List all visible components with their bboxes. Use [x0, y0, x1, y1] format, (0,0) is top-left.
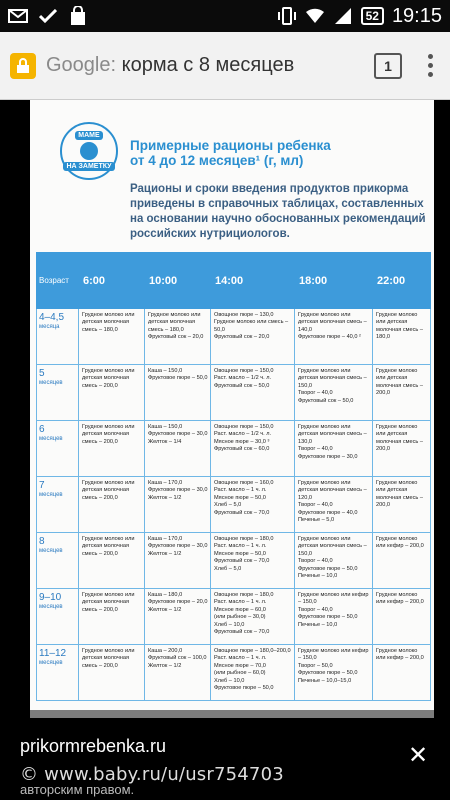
meal-text: Овощное пюре – 150,0 Раст. масло – 1/2 ч. л. Фруктовый сок – 50,0 — [214, 368, 274, 389]
clock: 19:15 — [391, 4, 442, 27]
meal-text: Грудное молоко или детская молочная смесь – 200,0 — [82, 536, 135, 557]
meal-text: Грудное молоко или детская молочная смесь – 200,0 — [376, 368, 423, 397]
meal-text: Грудное молоко или детская молочная смесь – 150,0 Творог – 40,0 Фруктовый сок – 50,0 — [298, 368, 367, 404]
age-unit: месяца — [39, 324, 60, 330]
check-icon — [38, 6, 58, 26]
meal-text: Овощное пюре – 130,0 Грудное молоко или смесь – 50,0 Фруктовый сок – 20,0 — [214, 312, 289, 341]
page-content[interactable] — [0, 100, 450, 800]
meal-cell — [145, 533, 211, 589]
meal-cell — [373, 309, 431, 365]
meal-cell — [295, 477, 373, 533]
meal-text: Грудное молоко или детская молочная смесь – 120,0 Творог – 40,0 Фруктовое пюре – 40,0 Печенье – 5,0 — [298, 480, 367, 524]
meal-text: Грудное молоко или кефир – 200,0 — [376, 536, 424, 550]
logo-text-top: МАМЕ — [75, 131, 102, 140]
meal-cell — [373, 477, 431, 533]
meal-text: Грудное молоко или детская молочная смесь – 140,0 Фруктовое пюре – 40,0 ² — [298, 312, 367, 341]
age-cell — [37, 645, 79, 701]
signal-icon — [333, 6, 353, 26]
overlay-source-url[interactable]: © www.baby.ru/u/usr754703 — [20, 764, 284, 785]
battery-level: 52 — [361, 7, 384, 25]
meal-cell — [79, 421, 145, 477]
age-cell — [37, 421, 79, 477]
age-value: 6 — [39, 424, 45, 435]
meal-cell — [211, 589, 295, 645]
age-value: 7 — [39, 480, 45, 491]
omnibox-host: Google: — [46, 54, 117, 76]
meal-text: Грудное молоко или кефир – 150,0 Творог – 40,0 Фруктовое пюре – 50,0 Печенье – 10,0 — [298, 592, 369, 628]
ration-sheet-image[interactable] — [30, 100, 434, 718]
meal-cell — [211, 645, 295, 701]
meal-cell — [145, 645, 211, 701]
close-icon[interactable]: ✕ — [407, 742, 429, 769]
document-heading — [130, 138, 430, 168]
meal-cell — [211, 309, 295, 365]
meal-cell — [373, 589, 431, 645]
meal-text: Грудное молоко или детская молочная смесь – 200,0 — [82, 424, 135, 445]
meal-text: Грудное молоко или детская молочная смесь – 200,0 — [82, 368, 135, 389]
meal-text: Грудное молоко или детская молочная смесь – 200,0 — [82, 648, 135, 669]
age-cell — [37, 533, 79, 589]
table-header-row — [37, 253, 431, 309]
age-value: 5 — [39, 368, 45, 379]
meal-text: Овощное пюре – 180,0 Раст. масло – 1 ч. л. Мясное пюре – 50,0 Фруктовый сок – 70,0 Хлеб – 5,0 — [214, 536, 274, 572]
overflow-menu-button[interactable] — [420, 54, 440, 77]
omnibox-text[interactable] — [46, 54, 294, 77]
meal-text: Грудное молоко или детская молочная смесь – 200,0 — [376, 424, 423, 453]
shopping-bag-icon — [68, 6, 88, 26]
meal-cell — [79, 589, 145, 645]
column-header: 18:00 — [295, 253, 373, 309]
meal-cell — [145, 589, 211, 645]
meal-cell — [373, 533, 431, 589]
meal-text: Каша – 170,0 Фруктовое пюре – 30,0 Желток – 1/2 — [148, 536, 208, 557]
meal-cell — [145, 421, 211, 477]
lock-icon — [10, 53, 36, 79]
ration-table — [36, 252, 431, 701]
age-value: 9–10 — [39, 592, 62, 603]
heading-line-1: Примерные рационы ребенка — [130, 138, 331, 153]
age-cell — [37, 365, 79, 421]
age-unit: месяцев — [39, 660, 63, 666]
age-cell — [37, 477, 79, 533]
overlay-site-title[interactable]: prikormrebenka.ru — [20, 736, 167, 756]
mail-icon — [8, 6, 28, 26]
meal-text: Грудное молоко или детская молочная смесь – 200,0 — [376, 480, 423, 509]
meal-cell — [79, 365, 145, 421]
meal-text: Каша – 170,0 Фруктовое пюре – 30,0 Желток – 1/2 — [148, 480, 208, 501]
meal-text: Каша – 200,0 Фруктовый сок – 100,0 Желток – 1/2 — [148, 648, 207, 669]
age-unit: месяцев — [39, 436, 63, 442]
column-header: 22:00 — [373, 253, 431, 309]
logo-text-bottom: НА ЗАМЕТКУ — [63, 162, 114, 171]
meal-cell — [211, 421, 295, 477]
meal-text: Грудное молоко или детская молочная смесь – 130,0 Творог – 40,0 Фруктовое пюре – 30,0 — [298, 424, 367, 460]
meal-cell — [211, 365, 295, 421]
meal-text: Овощное пюре – 180,0 Раст. масло – 1 ч. л. Мясное пюре – 60,0 (или рыбное – 30,0) Хлеб – 10,0 Фруктовый сок – 70,0 — [214, 592, 274, 636]
meal-cell — [79, 533, 145, 589]
age-cell — [37, 309, 79, 365]
age-value: 4–4,5 — [39, 312, 65, 323]
meal-text: Грудное молоко или детская молочная смесь – 180,0 — [82, 312, 135, 333]
vibrate-icon — [277, 6, 297, 26]
meal-cell — [79, 645, 145, 701]
column-header: Возраст — [37, 253, 79, 309]
status-bar — [0, 0, 450, 32]
meal-text: Грудное молоко или детская молочная смесь – 180,0 — [376, 312, 423, 341]
meal-text: Грудное молоко или кефир – 200,0 — [376, 648, 424, 662]
meal-text: Грудное молоко или кефир – 200,0 — [376, 592, 424, 606]
age-unit: месяцев — [39, 492, 63, 498]
intro-text: Рационы и сроки введения продуктов прикорма приведены в справочных таблицах, составленных на основании научно обоснованных рекомендаций российских нутрициологов. — [130, 183, 426, 240]
table-row — [37, 309, 431, 365]
age-unit: месяцев — [39, 548, 63, 554]
meal-text: Овощное пюре – 160,0 Раст. масло – 1 ч. л. Мясное пюре – 50,0 Хлеб – 5,0 Фруктовый сок – 70,0 — [214, 480, 274, 516]
age-unit: месяцев — [39, 380, 63, 386]
meal-cell — [295, 309, 373, 365]
age-unit: месяцев — [39, 604, 63, 610]
meal-cell — [295, 589, 373, 645]
meal-text: Овощное пюре – 180,0–200,0 Раст. масло – 1 ч. л. Мясное пюре – 70,0 (или рыбное – 60,0) Хлеб – 10,0 Фруктовое пюре – 50,0 — [214, 648, 291, 692]
meal-cell — [295, 365, 373, 421]
meal-text: Каша – 180,0 Фруктовое пюре – 20,0 Желток – 1/2 — [148, 592, 208, 613]
meal-text: Каша – 150,0 Фруктовое пюре – 30,0 Желток – 1/4 — [148, 424, 208, 445]
meal-text: Грудное молоко или детская молочная смесь – 150,0 Творог – 40,0 Фруктовое пюре – 50,0 Печенье – 10,0 — [298, 536, 367, 580]
meal-text: Грудное молоко или детская молочная смесь – 200,0 — [82, 480, 135, 501]
age-cell — [37, 589, 79, 645]
meal-text: Каша – 150,0 Фруктовое пюре – 50,0 — [148, 368, 208, 382]
logo — [60, 122, 118, 180]
meal-cell — [211, 477, 295, 533]
meal-cell — [145, 477, 211, 533]
meal-cell — [79, 477, 145, 533]
table-row — [37, 365, 431, 421]
meal-cell — [211, 533, 295, 589]
overlay-copyright: авторским правом. — [20, 782, 135, 797]
dot-icon — [428, 72, 433, 77]
age-value: 11–12 — [39, 648, 67, 659]
dot-icon — [428, 54, 433, 59]
meal-text: Грудное молоко или детская молочная смесь – 200,0 — [82, 592, 135, 613]
omnibox[interactable] — [10, 44, 356, 88]
table-row — [37, 421, 431, 477]
browser-toolbar — [0, 32, 450, 100]
meal-text: Овощное пюре – 150,0 Раст. масло – 1/2 ч. л. Мясное пюре – 30,0 ³ Фруктовый сок – 60,0 — [214, 424, 274, 453]
meal-cell — [145, 365, 211, 421]
column-header: 10:00 — [145, 253, 211, 309]
meal-cell — [79, 309, 145, 365]
tab-switcher-button[interactable]: 1 — [374, 53, 402, 79]
table-row — [37, 645, 431, 701]
age-value: 8 — [39, 536, 45, 547]
meal-text: Грудное молоко или кефир – 150,0 Творог – 50,0 Фруктовое пюре – 50,0 Печенье – 10,0–15,0 — [298, 648, 369, 684]
omnibox-query: корма с 8 месяцев — [121, 54, 295, 76]
dot-icon — [428, 63, 433, 68]
table-row — [37, 477, 431, 533]
table-row — [37, 589, 431, 645]
meal-cell — [145, 309, 211, 365]
column-header: 6:00 — [79, 253, 145, 309]
column-header: 14:00 — [211, 253, 295, 309]
meal-cell — [373, 365, 431, 421]
table-row — [37, 533, 431, 589]
mother-icon — [80, 142, 98, 160]
meal-cell — [295, 533, 373, 589]
meal-cell — [373, 645, 431, 701]
wifi-icon — [305, 6, 325, 26]
meal-cell — [295, 645, 373, 701]
heading-line-2: от 4 до 12 месяцев¹ (г, мл) — [130, 153, 304, 168]
meal-cell — [295, 421, 373, 477]
meal-cell — [373, 421, 431, 477]
meal-text: Грудное молоко или детская молочная смесь – 180,0 Фруктовый сок – 20,0 — [148, 312, 204, 341]
